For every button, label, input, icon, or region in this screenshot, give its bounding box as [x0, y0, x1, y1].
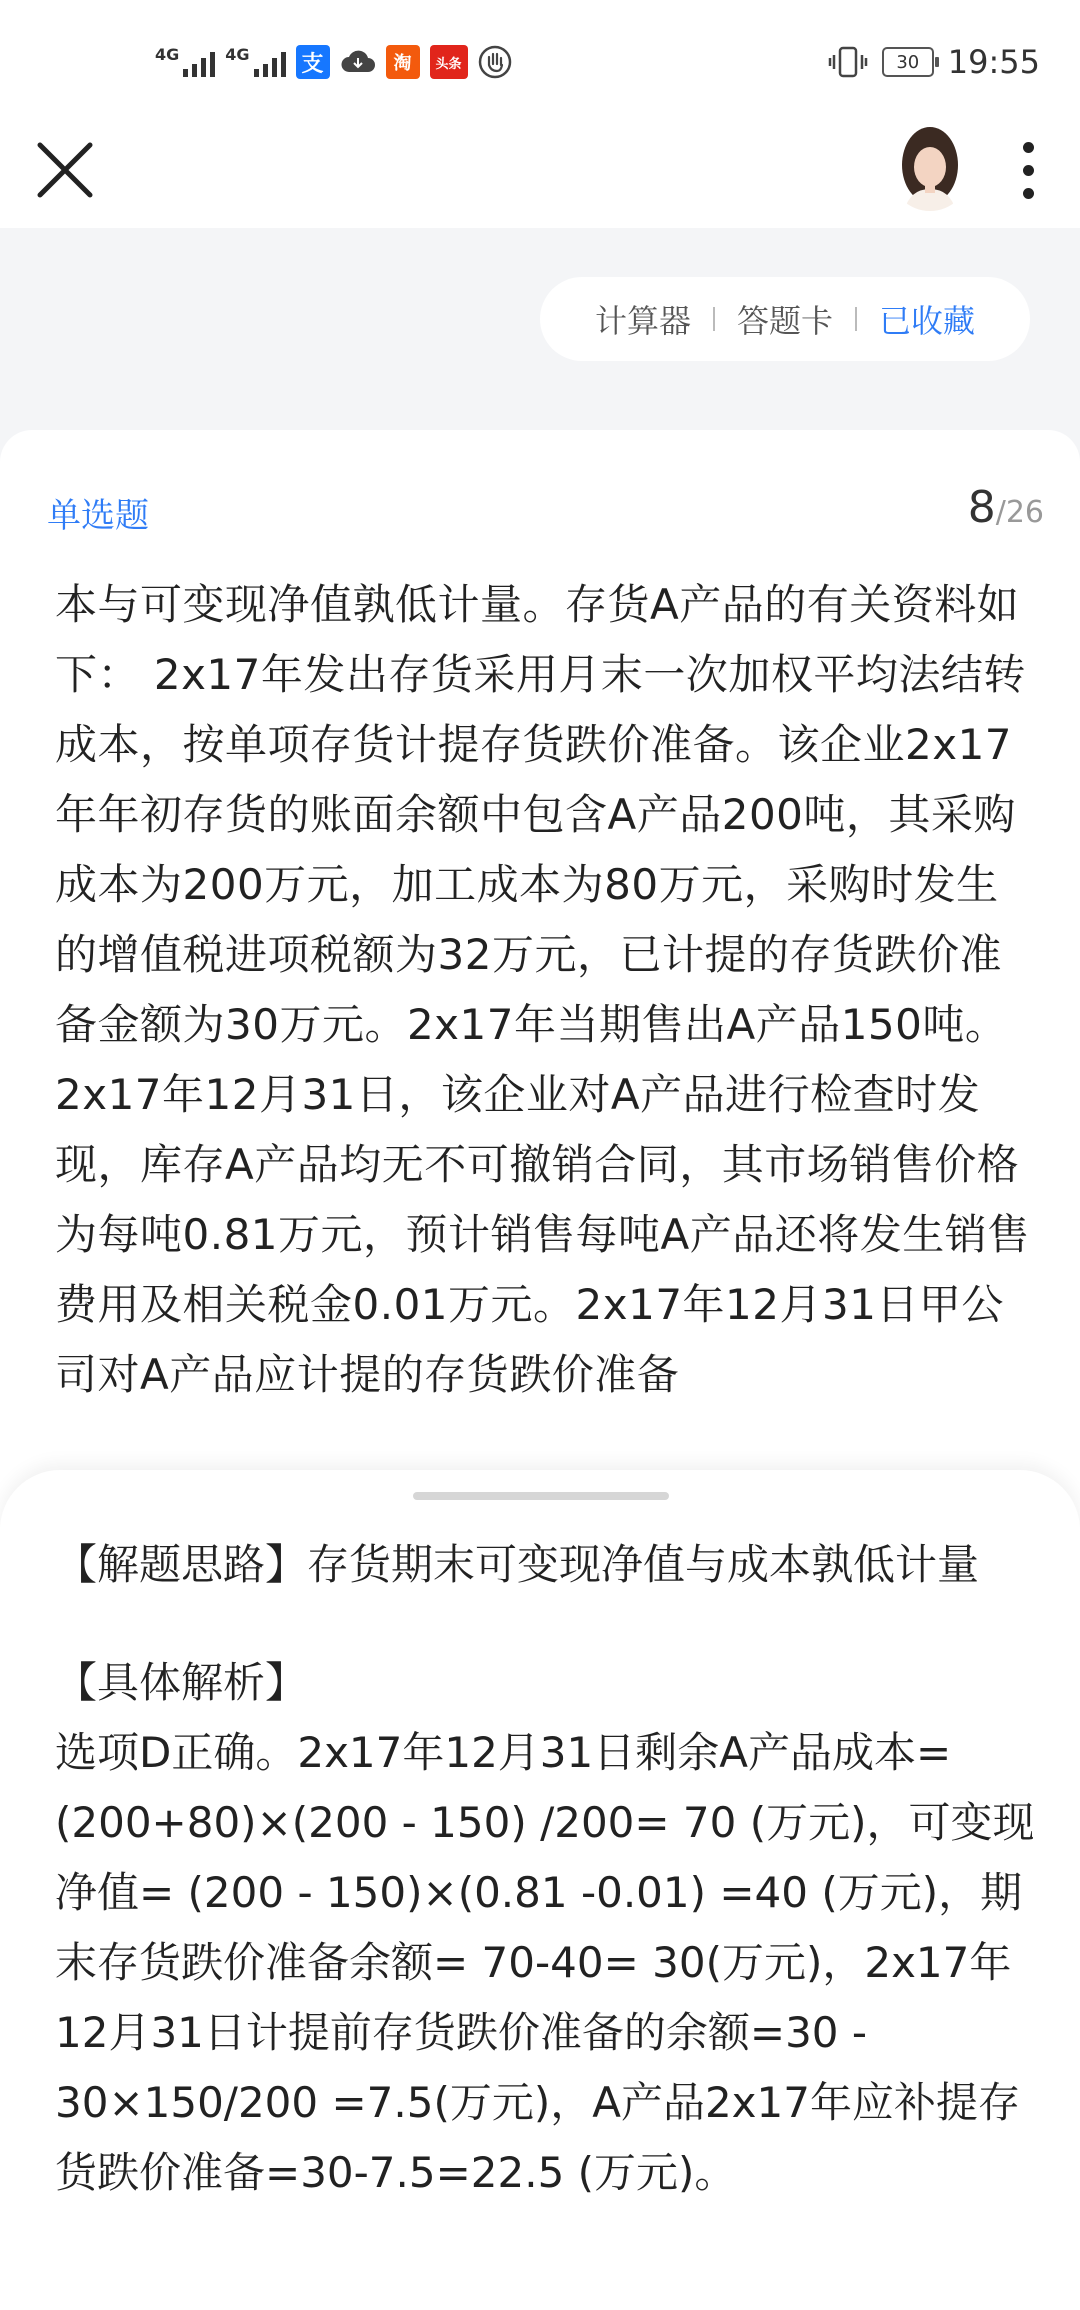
favorite-button[interactable]: 已收藏 — [879, 302, 976, 340]
question-card — [0, 430, 1080, 1530]
network-type: 4G — [225, 45, 250, 64]
toutiao-icon: 头条 — [430, 45, 468, 79]
tools-pill — [540, 277, 1030, 361]
divider — [713, 307, 715, 331]
signal-icon-sim2 — [225, 47, 285, 77]
battery-icon: 30 — [882, 47, 934, 77]
divider — [855, 307, 857, 331]
status-right-icons — [828, 40, 1040, 84]
detail-title: 【具体解析】 — [55, 1658, 308, 1707]
hand-icon — [478, 45, 512, 79]
taobao-icon: 淘 — [386, 45, 420, 79]
status-bar — [0, 0, 1080, 125]
top-nav-bar — [0, 125, 1080, 228]
network-type: 4G — [155, 45, 180, 64]
analysis-content — [55, 1530, 1035, 2208]
close-button[interactable] — [30, 135, 100, 205]
more-button[interactable] — [1010, 135, 1046, 205]
solution-idea: 【解题思路】存货期末可变现净值与成本孰低计量 — [55, 1540, 980, 1589]
current-question-number: 8 — [967, 482, 996, 533]
more-vertical-icon — [1023, 142, 1034, 153]
question-counter — [968, 482, 1044, 533]
answer-card-button[interactable]: 答题卡 — [736, 302, 833, 340]
vibrate-icon — [828, 45, 868, 79]
calculator-button[interactable]: 计算器 — [594, 302, 691, 340]
close-icon — [30, 135, 100, 205]
total-questions: /26 — [995, 495, 1044, 530]
analysis-sheet[interactable] — [0, 1470, 1080, 2310]
drag-handle[interactable] — [413, 1492, 669, 1500]
question-type-label: 单选题 — [47, 496, 149, 536]
detail-text: 选项D正确。2x17年12月31日剩余A产品成本= (200+80)×(200 - 150) /200= 70 (万元)，可变现净值= (200 - 150)×(0.81 -0.01) =40 (万元)，期末存货跌价准备余额= 70-40= 30(万元)，2x17年12月31日计提前存货跌价准备的余额=30 - 30×150/200 =7.5(万元)，A产品2x17年应补提存货跌价准备=30-7.5=22.5 (万元)。 — [55, 1728, 1035, 2197]
cloud-icon — [340, 48, 376, 76]
status-left-icons — [155, 42, 512, 82]
signal-icon-sim1 — [155, 47, 215, 77]
clock: 19:55 — [947, 43, 1040, 81]
alipay-icon: 支 — [296, 45, 330, 79]
avatar[interactable] — [890, 125, 970, 211]
question-text: 本与可变现净值孰低计量。存货A产品的有关资料如下： 2x17年发出存货采用月末一次加权平均法结转成本，按单项存货计提存货跌价准备。该企业2x17年年初存货的账面余额中包含A产品200吨，其采购成本为200万元，加工成本为80万元，采购时发生的增值税进项税额为32万元，已计提的存货跌价准备金额为30万元。2x17年当期售出A产品150吨。2x17年12月31日，该企业对A产品进行检查时发现，库存A产品均无不可撤销合同，其市场销售价格为每吨0.81万元，预计销售每吨A产品还将发生销售费用及相关税金0.01万元。2x17年12月31日甲公司对A产品应计提的存货跌价准备 — [55, 580, 1030, 1399]
